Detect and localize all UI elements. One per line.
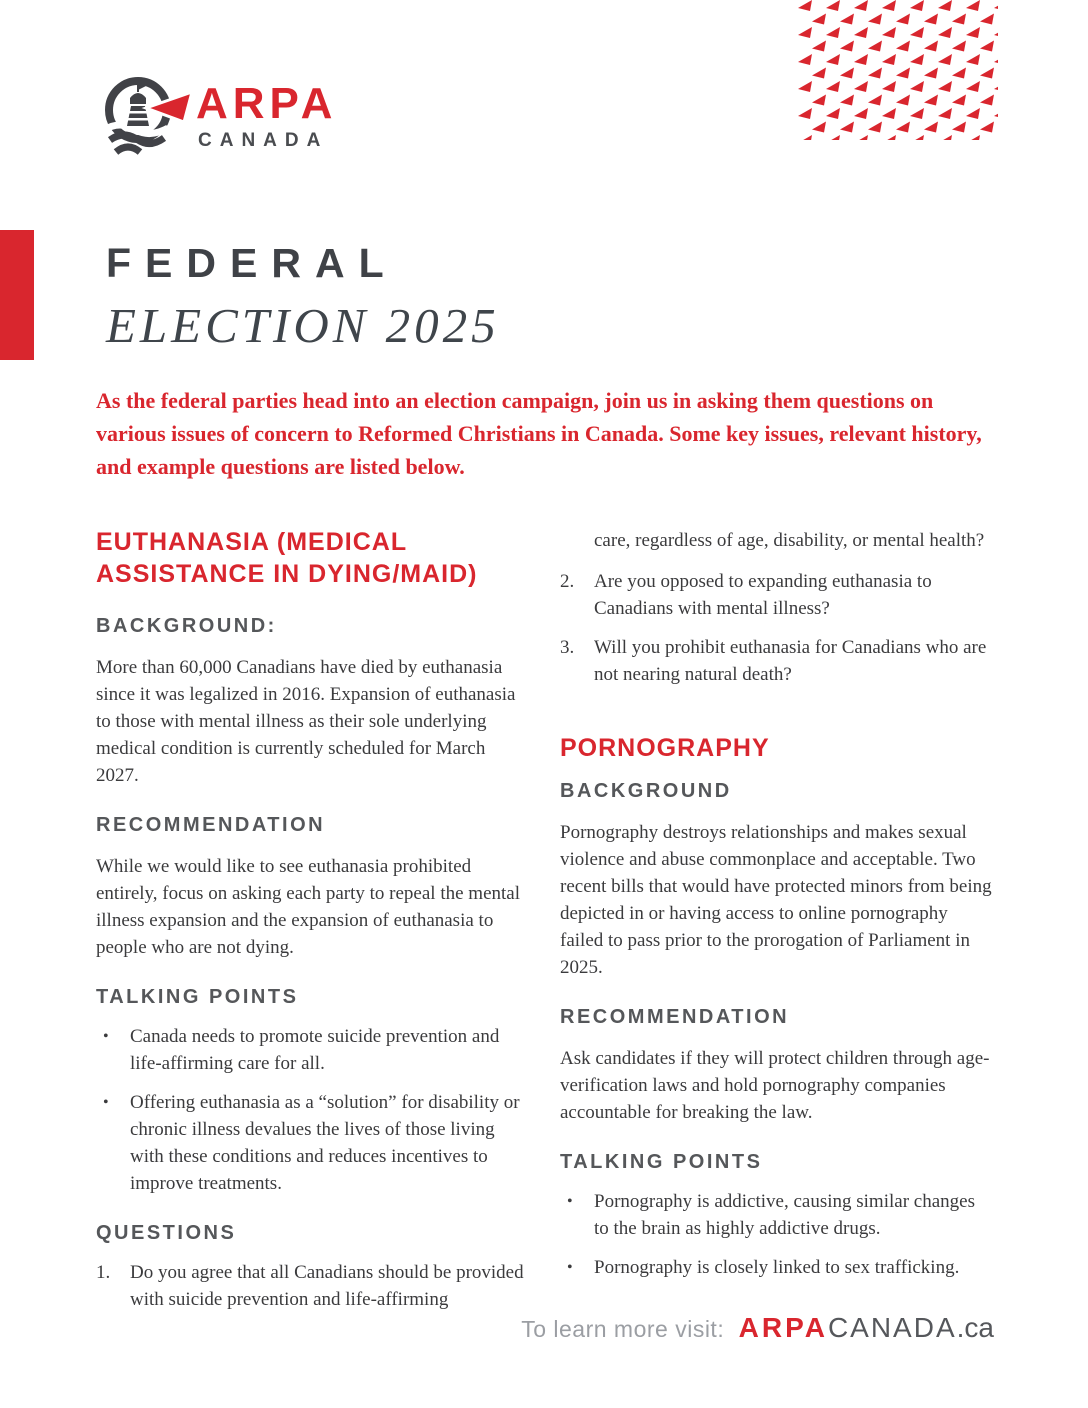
question-number: 3.	[560, 637, 575, 658]
euthanasia-questions-list-continued	[560, 568, 994, 688]
question-text: Are you opposed to expanding euthanasia to Canadians with mental illness?	[594, 571, 932, 619]
euthanasia-talking-points-list	[96, 1023, 530, 1197]
question-item	[560, 568, 994, 622]
talking-point-item	[96, 1023, 530, 1077]
talking-point-item	[96, 1089, 530, 1197]
euthanasia-section-title	[96, 526, 530, 590]
euthanasia-recommendation-text: While we would like to see euthanasia prohibited entirely, focus on asking each party to repeal the mental illness expansion and the expansion of euthanasia to people who are not dying.	[96, 856, 520, 958]
bullet-marker: •	[567, 1259, 573, 1276]
red-accent-bar	[0, 230, 34, 360]
left-column	[96, 524, 530, 1325]
pornography-background-text: Pornography destroys relationships and makes sexual violence and abuse commonplace and acceptable. Two recent bills that would have protected minors from being depicted in or having access to online pornography failed to pass prior to the prorogation of Parliament in 2025.	[560, 822, 992, 978]
title-kicker: FEDERAL	[106, 240, 398, 286]
content-columns	[96, 524, 994, 1325]
pornography-recommendation-label: RECOMMENDATION	[560, 1006, 790, 1028]
bullet-marker: •	[103, 1028, 109, 1045]
document-title	[106, 240, 500, 353]
question-item	[560, 634, 994, 688]
question-text: Do you agree that all Canadians should be provided with suicide prevention and life-affirming	[130, 1262, 524, 1310]
question-number: 1.	[96, 1262, 111, 1283]
pornography-background-label: BACKGROUND	[560, 780, 732, 802]
question-text: Will you prohibit euthanasia for Canadians who are not nearing natural death?	[594, 637, 987, 685]
question-number: 2.	[560, 571, 575, 592]
euthanasia-talking-points-label: TALKING POINTS	[96, 986, 299, 1008]
footer	[96, 1312, 994, 1344]
euthanasia-recommendation-label: RECOMMENDATION	[96, 814, 326, 836]
logo-brand: ARPA	[196, 79, 338, 128]
logo-text	[196, 68, 337, 152]
triangle-pattern-decoration	[798, 0, 998, 140]
title-main: ELECTION 2025	[106, 298, 500, 353]
intro-paragraph: As the federal parties head into an election campaign, join us in asking them questions on various issues of concern to Reformed Christians in Canada. Some key issues, relevant history, and example questions are listed below.	[96, 388, 982, 479]
euthanasia-background-label: BACKGROUND:	[96, 615, 277, 637]
right-column	[560, 524, 994, 1325]
question-item	[96, 1259, 530, 1313]
bullet-marker: •	[567, 1193, 573, 1210]
logo-country: CANADA	[198, 130, 329, 151]
lighthouse-icon	[94, 68, 194, 164]
footer-domain-suffix: .ca	[956, 1312, 994, 1343]
pornography-talking-points-label: TALKING POINTS	[560, 1151, 763, 1173]
footer-brand-gray: CANADA	[827, 1312, 957, 1343]
talking-point-text: Offering euthanasia as a “solution” for disability or chronic illness devalues the lives of those living with these conditions and reduces incentives to improve treatments.	[130, 1092, 520, 1194]
pornography-recommendation-text: Ask candidates if they will protect children through age-verification laws and hold pornography companies accountable for breaking the law.	[560, 1048, 990, 1123]
talking-point-text: Pornography is addictive, causing similar changes to the brain as highly addictive drugs.	[594, 1191, 975, 1239]
footer-brand-red: ARPA	[738, 1312, 828, 1343]
talking-point-item	[560, 1188, 994, 1242]
euthanasia-questions-list	[96, 1259, 530, 1313]
euthanasia-background-text: More than 60,000 Canadians have died by euthanasia since it was legalized in 2016. Expansion of euthanasia to those with mental illness as their sole underlying medical condition is currently scheduled for March 2027.	[96, 657, 516, 786]
pornography-section-title: PORNOGRAPHY	[560, 734, 770, 762]
pornography-talking-points-list	[560, 1188, 994, 1281]
euthanasia-title-line1: EUTHANASIA (MEDICAL	[96, 528, 408, 556]
footer-prefix: To learn more visit:	[521, 1316, 725, 1342]
talking-point-text: Canada needs to promote suicide prevention and life-affirming care for all.	[130, 1026, 500, 1074]
euthanasia-title-line2: ASSISTANCE IN DYING/MAID)	[96, 560, 478, 588]
bullet-marker: •	[103, 1094, 109, 1111]
talking-point-text: Pornography is closely linked to sex trafficking.	[594, 1257, 960, 1278]
footer-link[interactable]	[729, 1312, 994, 1343]
talking-point-item	[560, 1254, 994, 1281]
question1-continuation: care, regardless of age, disability, or mental health?	[594, 530, 985, 551]
euthanasia-questions-label: QUESTIONS	[96, 1222, 237, 1244]
arpa-logo	[94, 68, 337, 164]
